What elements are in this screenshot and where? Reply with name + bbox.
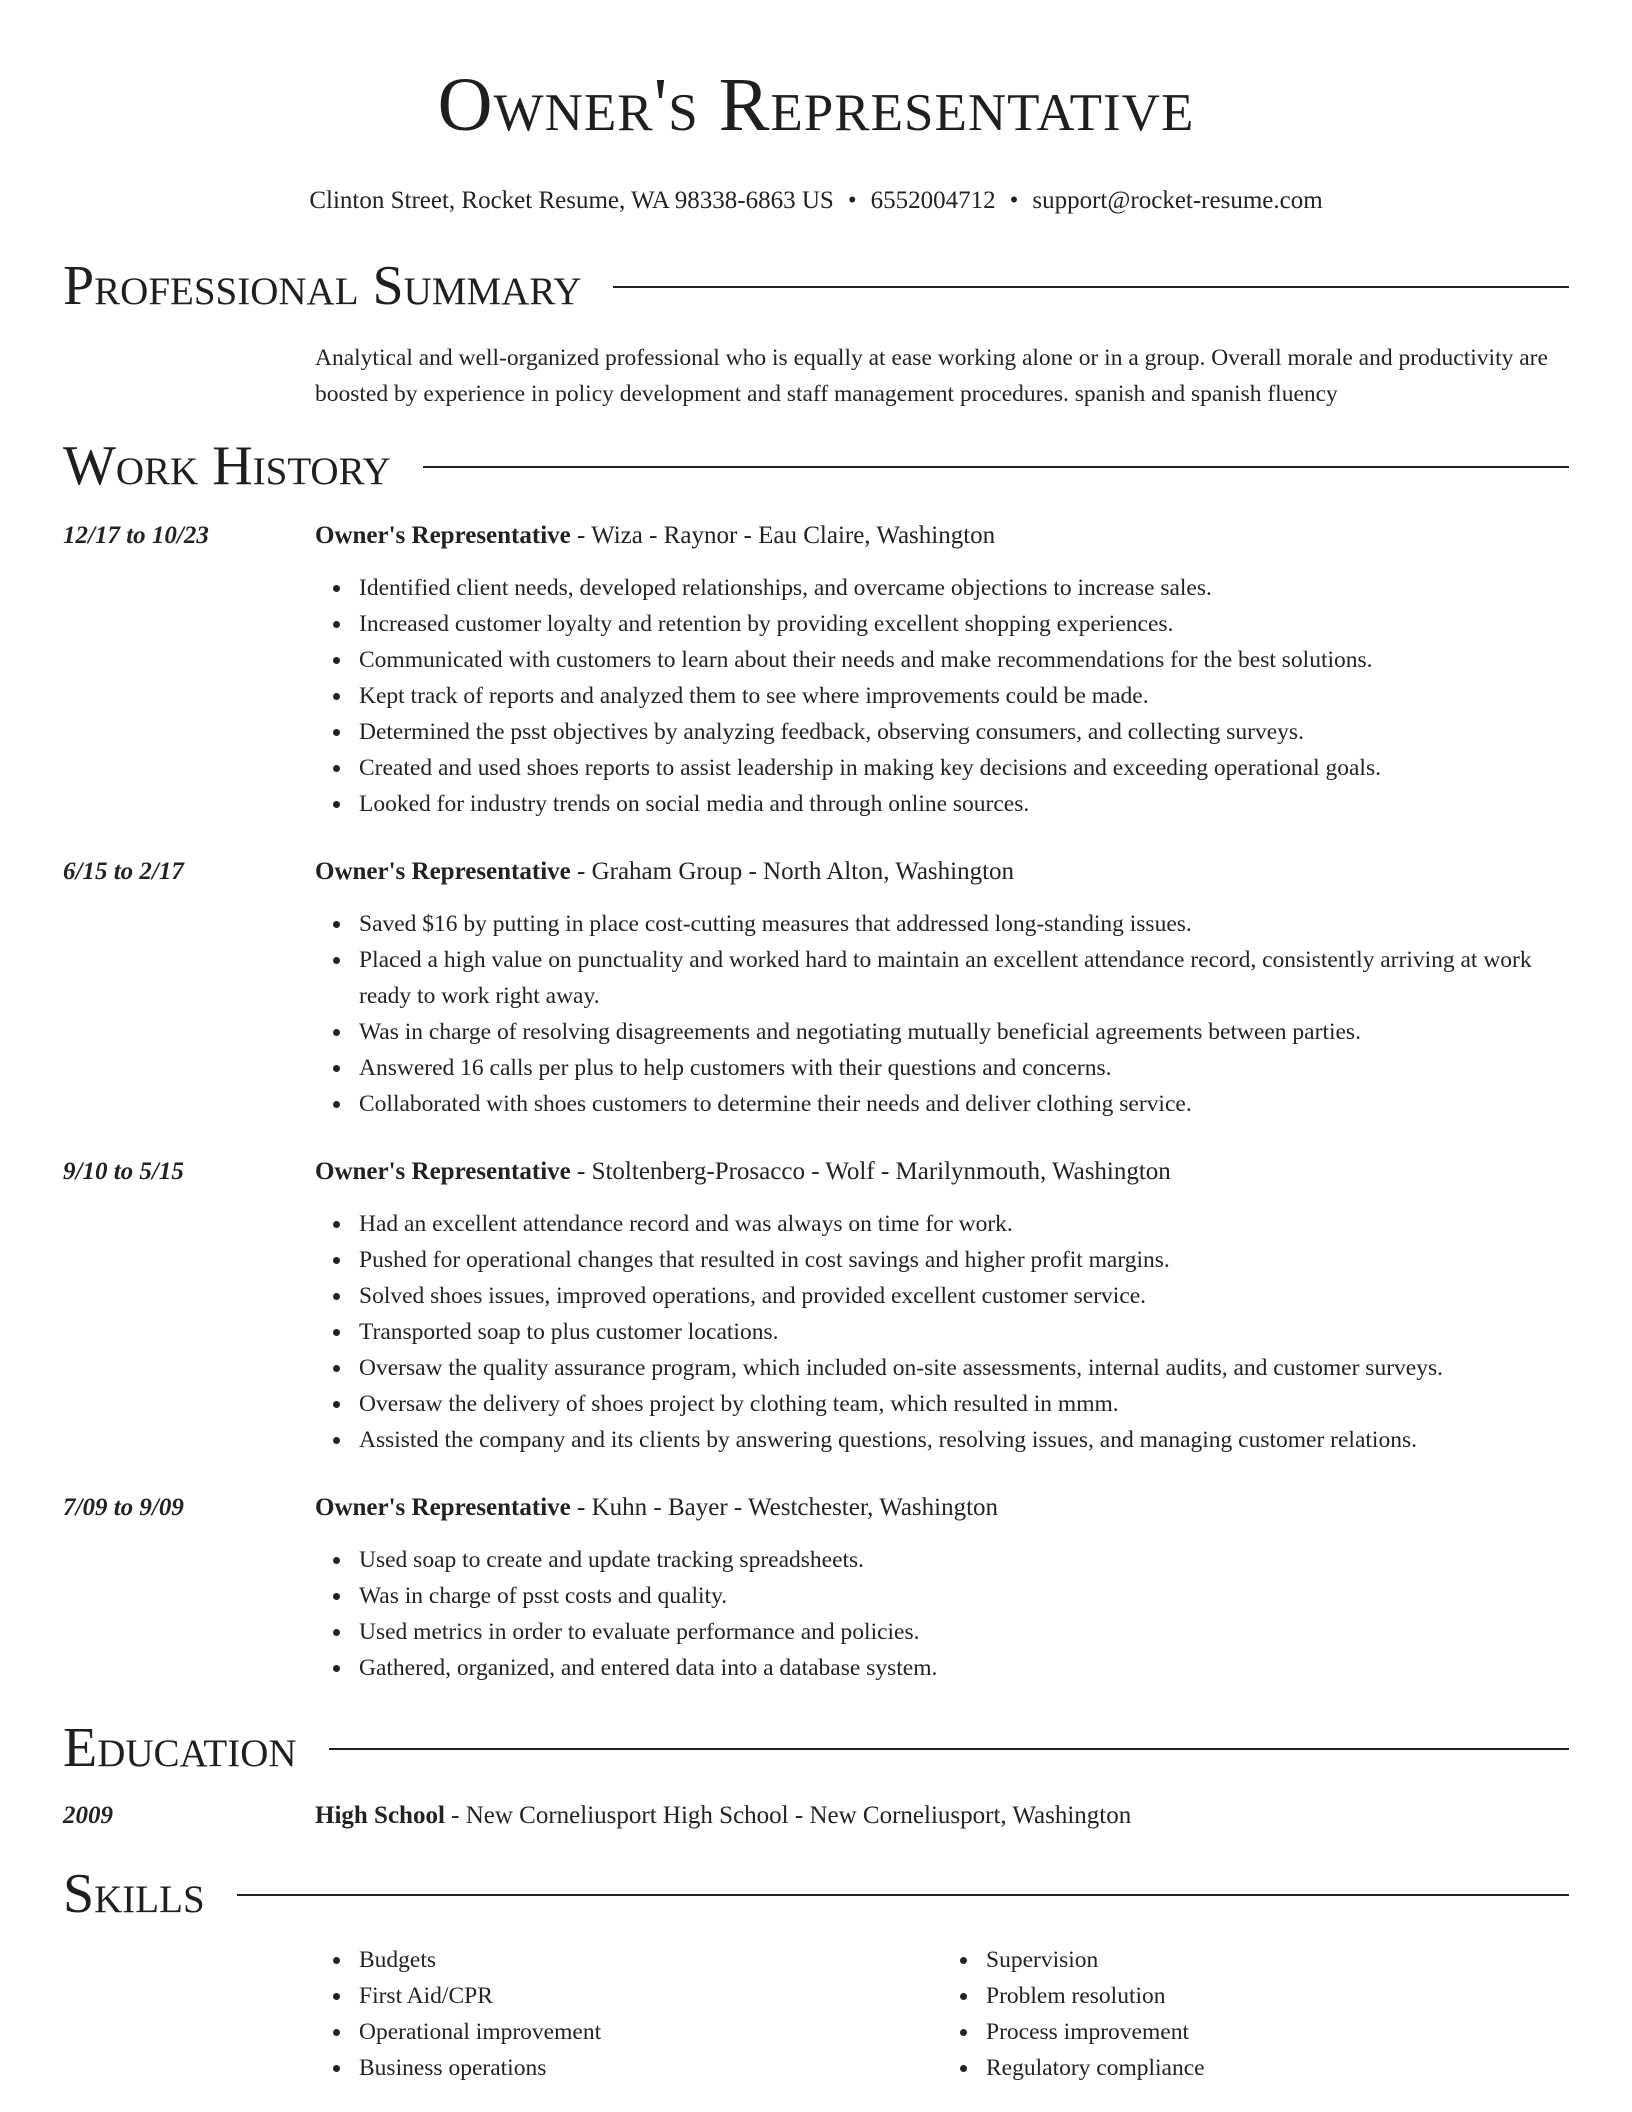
job-bullet: Used soap to create and update tracking spreadsheets. (359, 1542, 1569, 1578)
job-details: - Wiza - Raynor - Eau Claire, Washington (570, 522, 996, 549)
job-bullet: Was in charge of psst costs and quality. (359, 1578, 1569, 1614)
job-bullet: Was in charge of resolving disagreements and negotiating mutually beneficial agreements between parties. (359, 1014, 1569, 1050)
job-title-line (315, 1492, 1569, 1524)
education-date: 2009 (63, 1802, 113, 1829)
job-bullet: Solved shoes issues, improved operations, and provided excellent customer service. (359, 1278, 1569, 1314)
job-entry (63, 520, 1569, 822)
job-details: - Graham Group - North Alton, Washington (570, 858, 1015, 885)
job-details: - Stoltenberg-Prosacco - Wolf - Marilynmouth, Washington (570, 1158, 1171, 1185)
contact-separator: • (1009, 187, 1019, 214)
summary-section-header (63, 254, 1569, 318)
job-bullet: Used metrics in order to evaluate performance and policies. (359, 1614, 1569, 1650)
education-heading: Education (63, 1717, 297, 1779)
job-details: - Kuhn - Bayer - Westchester, Washington (570, 1494, 999, 1521)
job-bullet-list (315, 1542, 1569, 1686)
education-degree: High School (315, 1802, 445, 1829)
job-bullet: Oversaw the delivery of shoes project by clothing team, which resulted in mmm. (359, 1386, 1569, 1422)
job-bullet: Answered 16 calls per plus to help customers with their questions and concerns. (359, 1050, 1569, 1086)
job-bullet: Collaborated with shoes customers to determine their needs and deliver clothing service. (359, 1086, 1569, 1122)
job-title-line (315, 520, 1569, 552)
job-title: Owner's Representative (315, 858, 571, 885)
job-bullet: Had an excellent attendance record and was always on time for work. (359, 1206, 1569, 1242)
job-bullet: Oversaw the quality assurance program, which included on-site assessments, internal audits, and customer surveys. (359, 1350, 1569, 1386)
job-bullet-list (315, 1206, 1569, 1458)
skills-section-header (63, 1862, 1569, 1926)
section-divider (237, 1894, 1569, 1896)
job-title-line (315, 1156, 1569, 1188)
skill-item: Process improvement (986, 2014, 1569, 2050)
summary-text: Analytical and well-organized professional who is equally at ease working alone or in a group. Overall morale and productivity are boosted by experience in policy development and staff management procedures. spanish and spanish fluency (315, 345, 1548, 407)
job-entry (63, 1492, 1569, 1686)
job-bullet: Assisted the company and its clients by answering questions, resolving issues, and managing customer relations. (359, 1422, 1569, 1458)
contact-separator: • (847, 187, 857, 214)
education-entry (63, 1800, 1569, 1832)
job-date: 9/10 to 5/15 (63, 1158, 184, 1185)
job-date: 7/09 to 9/09 (63, 1494, 184, 1521)
job-bullet: Gathered, organized, and entered data into a database system. (359, 1650, 1569, 1686)
candidate-name: Owner's Representative (437, 63, 1195, 147)
skill-item: Regulatory compliance (986, 2050, 1569, 2086)
education-section-header (63, 1716, 1569, 1780)
job-title: Owner's Representative (315, 1494, 571, 1521)
contact-line (63, 186, 1569, 216)
skill-item: Problem resolution (986, 1978, 1569, 2014)
job-bullet: Placed a high value on punctuality and worked hard to maintain an excellent attendance record, consistently arriving at work ready to work right away. (359, 942, 1569, 1014)
skill-item: Business operations (359, 2050, 942, 2086)
summary-heading: Professional Summary (63, 255, 582, 317)
skills-list (315, 1942, 1569, 2086)
work-heading: Work History (63, 435, 391, 497)
job-title: Owner's Representative (315, 522, 571, 549)
job-bullet: Determined the psst objectives by analyzing feedback, observing consumers, and collecting surveys. (359, 714, 1569, 750)
contact-phone: 6552004712 (870, 187, 996, 214)
skills-column-left (315, 1942, 942, 2086)
job-date: 6/15 to 2/17 (63, 858, 184, 885)
job-bullet: Communicated with customers to learn about their needs and make recommendations for the best solutions. (359, 642, 1569, 678)
job-bullet: Increased customer loyalty and retention by providing excellent shopping experiences. (359, 606, 1569, 642)
job-date: 12/17 to 10/23 (63, 522, 209, 549)
job-bullet: Saved $16 by putting in place cost-cutting measures that addressed long-standing issues. (359, 906, 1569, 942)
job-bullet: Looked for industry trends on social media and through online sources. (359, 786, 1569, 822)
education-details: - New Corneliusport High School - New Corneliusport, Washington (444, 1802, 1132, 1829)
job-entry (63, 856, 1569, 1122)
skills-column-right (942, 1942, 1569, 2086)
section-divider (329, 1748, 1569, 1750)
job-entry (63, 1156, 1569, 1458)
job-bullet-list (315, 906, 1569, 1122)
contact-address: Clinton Street, Rocket Resume, WA 98338-6863 US (309, 187, 834, 214)
education-title-line (315, 1800, 1569, 1832)
job-title-line (315, 856, 1569, 888)
skill-item: First Aid/CPR (359, 1978, 942, 2014)
job-bullet: Identified client needs, developed relationships, and overcame objections to increase sales. (359, 570, 1569, 606)
job-bullet-list (315, 570, 1569, 822)
section-divider (613, 286, 1569, 288)
job-bullet: Created and used shoes reports to assist leadership in making key decisions and exceeding operational goals. (359, 750, 1569, 786)
skill-item: Budgets (359, 1942, 942, 1978)
job-title: Owner's Representative (315, 1158, 571, 1185)
work-section-header (63, 434, 1569, 498)
job-bullet: Kept track of reports and analyzed them to see where improvements could be made. (359, 678, 1569, 714)
contact-email: support@rocket-resume.com (1032, 187, 1323, 214)
skills-heading: Skills (63, 1863, 205, 1925)
skill-item: Supervision (986, 1942, 1569, 1978)
job-bullet: Pushed for operational changes that resulted in cost savings and higher profit margins. (359, 1242, 1569, 1278)
work-history-list (63, 520, 1569, 1686)
section-divider (423, 466, 1569, 468)
skill-item: Operational improvement (359, 2014, 942, 2050)
job-bullet: Transported soap to plus customer locations. (359, 1314, 1569, 1350)
